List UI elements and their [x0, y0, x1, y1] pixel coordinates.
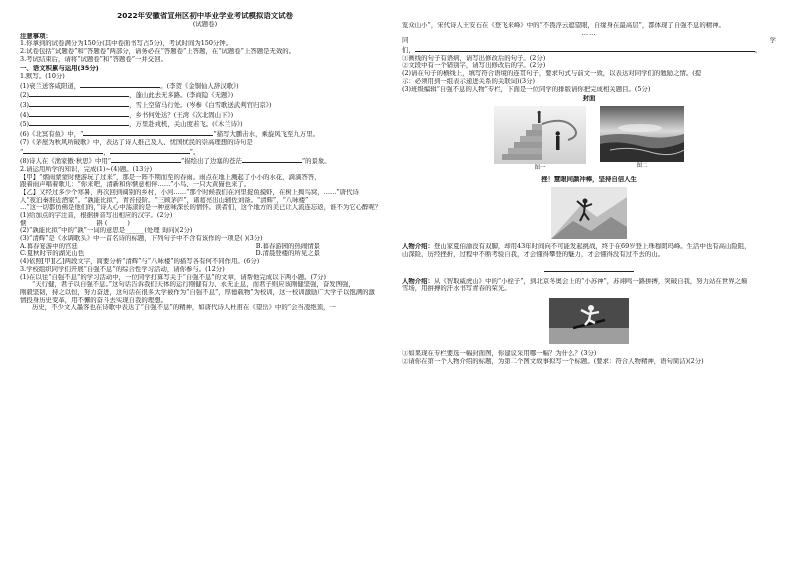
sub-question: ②请你在第一个人物介绍的标题，为第二个图文故事拟写一个标题。(要求：符合人物精神，语句简洁)(2分) [402, 357, 704, 365]
passage-line: 【甲】“烟雨蒙蒙时便游玩了过来”，那是一阵不期而至的春雨。雨点在地上溅起了小小的水花，滴滴答答， [20, 173, 321, 181]
sub-question: (1)在以往“自强不息”的学习活动中，一位同学打算写关于“自强不息”的文章，请帮他完成以下两小题。(7分) [20, 273, 326, 281]
sub-question: ①如果现在专栏要选一幅封面图，你建议采用哪一幅？为什么？(3分) [402, 349, 597, 357]
answer-blank[interactable] [110, 147, 190, 154]
sub-question: (4)依照[甲][乙]两段文字，简要分析“清辉”与“八咏楼”的描写各有何不同作用。(6分) [20, 258, 260, 266]
paragraph-line: 览众山小”，宋代诗人王安石在《登飞来峰》中的“不畏浮云遮望眼，自缘身在最高层”，都体现了自强不息的精神。 [402, 22, 725, 29]
paragraph-line: “天行健，君子以自强不息。”这句话告诉我们天体的运行刚健有力、永无止息，而君子则应该刚健坚强，奋发图强， [32, 281, 355, 289]
dictation-line: (3) ，雪上空留马行处。(岑参《白雪歌送武判官归京》) [20, 101, 272, 110]
answer-blank[interactable] [544, 265, 634, 272]
ellipsis: …… [581, 29, 597, 37]
answer-blank[interactable] [111, 156, 181, 163]
notice-item: 1.你拿到的试卷满分为150分(其中卷面书写占5分)，考试时间为150分钟。 [20, 40, 233, 48]
choice-option[interactable]: B.暮春游园的热闹情景 [255, 242, 320, 250]
answer-blank[interactable] [83, 129, 213, 136]
sub-question: (2)“孰能比拟”中的“孰”一词的意思是______(处理 询问)(2分) [20, 227, 193, 235]
snowboard-figure [402, 298, 776, 344]
passage-line: 跟着雨声唱着歌儿：“你来吧，清新和你惬意相伴……”小鸟、一只大黄猫也来了。 [20, 181, 251, 189]
right-column [402, 0, 776, 365]
choice-row [20, 243, 320, 251]
paragraph-line: 刚毅坚韧，持之以恒，努力奋进，这句话在很多大学被作为“自强不息”，厚德载物”为校训，这一校训激励广大学子以饱满的激 [20, 288, 375, 296]
dictation-line: (2) ，蓬山此去无多路。(李商隐《无题》) [20, 91, 234, 100]
dictation-line: (4) ，乡书何处达？(王湾《次北固山下》) [20, 110, 234, 119]
figure-2-caption: 图二 [636, 162, 648, 169]
paragraph-line: 情投身历史变革，用不懈的奋斗去实现自我的理想。 [20, 296, 167, 304]
figure-1 [494, 106, 586, 172]
notice-item: 3.考试结束后，请将“试题卷”和“答题卷”一并交回。 [20, 55, 167, 63]
answer-blank[interactable] [29, 110, 129, 117]
choice-option[interactable]: A.暮春宴游中的宫廷 [20, 242, 78, 250]
sub-question: (2)请在句子的横线上，填写符合语境的连贯句子，要求句式与前文一致，以表达对同学们的勉励之情。(提 [402, 70, 702, 78]
pinyin-row: 惬 斟 ( ) [20, 219, 130, 227]
paragraph-line: 历史，不少文人墨客也在诗歌中表达了“自强不息”的精神，如唐代诗人杜甫在《望岳》中的“会当凌绝顶，一 [32, 304, 336, 312]
sub-question: ①画线的句子有语病，请写出修改后的句子。(2分) [402, 54, 546, 62]
sub-question: (3)“清辉”是《水调歌头》中一首名诗的标题，下列句子中不含有该作的一项是( )(3分) [20, 235, 263, 243]
passage-line: 人“夜泊秦淮近酒家”。“孰能比拟”，青苔侵阶。“三顾茅庐”，诸葛亮出山辅佐刘备。“清辉”，“八咏楼” [20, 196, 309, 204]
answer-blank[interactable] [29, 100, 129, 107]
figure-1-caption: 图一 [534, 164, 546, 171]
choice-option[interactable]: D.清晨登楼的所见之景 [255, 250, 320, 258]
choice-option[interactable]: C.夏秋时节的湖光山色 [20, 250, 85, 258]
column-slogan: 挫！慧眼同颜冲棒，坚持自信人生 [541, 176, 637, 184]
fill-line-labels: 同 学 [402, 37, 776, 45]
choice-row [20, 250, 320, 258]
section-heading: 一、语文积累与运用(35分) [20, 65, 99, 73]
dictation-line: “ ， ”。 [20, 147, 200, 156]
person-intro-1: 人物介绍：登山家夏伯渝没有双脚，却用43年时间向不可能发起挑战，终于在69岁登上珠穆朗玛峰。生活中也有高山险阻， [402, 243, 751, 251]
sub-question: (1)给加点的字注音，根据拼音写出相应的汉字。(2分) [20, 212, 173, 219]
sub-question: (3)班级编辑“自强不息的人物”专栏，下面是一位同学的排版请你把完成相关题目。(5分) [402, 85, 651, 93]
cover-label: 封面 [582, 95, 596, 103]
snowboarder-image [549, 298, 629, 344]
notice-heading: 注意事项： [20, 32, 52, 40]
notice-item: 2.试卷包括“试题卷”和“答题卷”两部分，请务必在“答题卷”上答题，在“试题卷”上答题是无效的。 [20, 47, 296, 55]
figure-2 [600, 106, 684, 172]
seascape-image [600, 106, 684, 162]
stairs-image [494, 106, 586, 164]
page-title: 2022年安徽省宣州区初中毕业学业考试模拟语文试卷 [117, 12, 293, 20]
passage-line: …“这一切都仿佛是他们的，”诗人心中荡漾的是一种意味深长的情怀。读者们，这个地方的美已让人流连忘返，谁不为它心醉呢？ [20, 204, 382, 212]
answer-blank[interactable] [242, 156, 302, 163]
dictation-line: (8)诗人在《渔家傲·秋思》中用“ ”描绘出了边塞的苍茫 ”的景象。 [20, 157, 331, 166]
sub-question: 示：必须用到一组表示递进关系的关联词)(3分) [402, 77, 535, 85]
cover-images [402, 106, 776, 172]
question-heading: 1.默写。(10分) [20, 73, 65, 80]
question-heading: 3.学校组织同学们开展“自强不息”的综合性学习活动，请你参与。(12分) [20, 265, 225, 273]
left-column [20, 0, 390, 312]
answer-blank[interactable] [415, 45, 755, 52]
answer-blank[interactable] [80, 81, 160, 88]
dictation-line: (1)衰兰送客咸阳道， 。(李贺《金铜仙人辞汉歌》) [20, 81, 239, 90]
question-heading: 2.请运用所学的知识，完成(1)~(4)题。(13分) [20, 165, 153, 173]
dictation-line: (7)《茅屋为秋风所破歌》中，表达了诗人推己及人、忧国忧民的崇高理想的诗句是 [20, 138, 253, 146]
answer-blank[interactable] [29, 119, 129, 126]
page-subtitle: (试题卷) [192, 20, 218, 28]
person-intro-1-cont: 山深险，历经挫折，过程中不断考验自我，才会懂得攀登的魅力，才会懂得没有过不去的山。 [402, 250, 665, 258]
answer-blank[interactable] [23, 147, 103, 154]
person-intro-2: 人物介绍：从《智取威虎山》中的“小栓子”，到北京冬奥会上的“小苏神”，苏翊鸣一路拼搏，突破自我，努力站在世界之巅 [402, 277, 748, 285]
sub-question: ②文段中有一个错别字，请写出修改后的字。(2分) [402, 62, 546, 70]
dictation-line: (5) ，万里赴戎机，关山度若飞。(《木兰诗》) [20, 120, 243, 129]
climber-image [551, 187, 627, 239]
answer-blank[interactable] [29, 90, 129, 97]
fill-line: 们， 。 [402, 46, 762, 55]
title-blank-row [402, 265, 776, 272]
climber-figure [402, 187, 776, 239]
dictation-line: (6)《北冥有鱼》中，“ ”描写大鹏击水，乘旋风飞至九万里。 [20, 130, 319, 139]
person-intro-2-cont: 雪场，用拼搏的汗水书写青春的荣光。 [402, 285, 511, 293]
passage-line: 【乙】又经过多少个寒暑，再次回到阔别的乡村，小河……“那个时候我们在河里捉鱼摸虾，在树上掏鸟窝，……”唐代诗 [20, 188, 359, 196]
